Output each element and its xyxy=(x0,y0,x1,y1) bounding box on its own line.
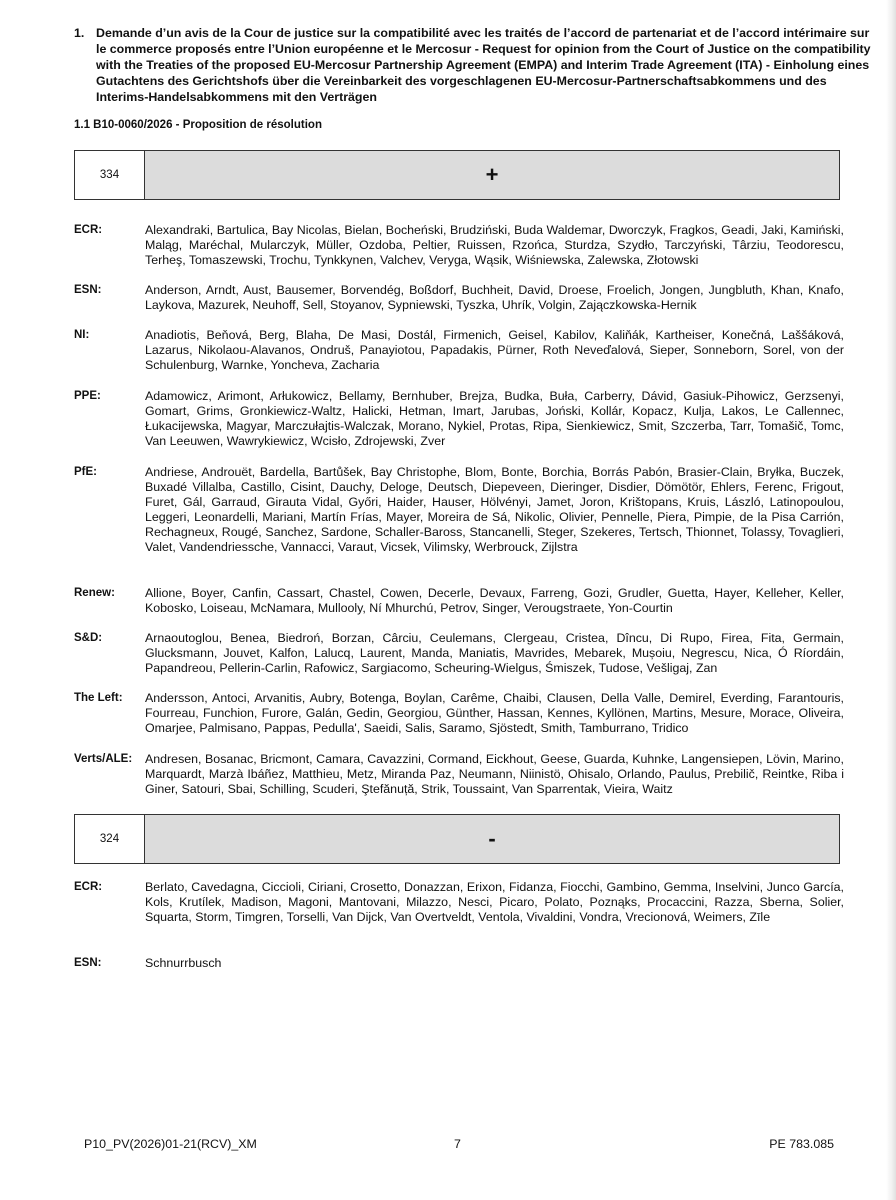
group-row-ni xyxy=(74,328,844,373)
group-name: The Left: xyxy=(74,692,123,704)
group-members: Andresen, Bosanac, Bricmont, Camara, Cavazzini, Cormand, Eickhout, Geese, Guarda, Kuhnke, Langensiepen, Lövin, Marino, Marquardt, Marzà Ibáñez, Matthieu, Metz, Miranda Paz, Neumann, Niinistö, Ohisalo, Orlando, Paulus, Prebilič, Reintke, Riba i Giner, Satouri, Sbai, Schilling, Scuderi, Ştefănuță, Strik, Toussaint, Van Sparrentak, Vieira, Waitz xyxy=(145,752,844,796)
group-row-verts-ale xyxy=(74,752,844,797)
group-row-ecr xyxy=(74,880,844,925)
group-members: Anadiotis, Beňová, Berg, Blaha, De Masi, Dostál, Firmenich, Geisel, Kabilov, Kaliňák, Kartheiser, Konečná, Laššáková, Lazarus, Nikolaou-Alavanos, Ondruš, Panayiotou, Papadakis, Pürner, Roth Neveďalová, Sieper, Sonneborn, Sorel, von der Schulenburg, Warnke, Yoncheva, Zacharia xyxy=(145,328,844,372)
group-name: Renew: xyxy=(74,587,115,599)
group-name: ECR: xyxy=(74,881,103,893)
group-row-ecr xyxy=(74,223,844,268)
group-name: ESN: xyxy=(74,284,102,296)
group-name: ESN: xyxy=(74,957,102,969)
vote-count: 334 xyxy=(75,151,145,199)
group-row-ppe xyxy=(74,389,844,449)
group-name: PPE: xyxy=(74,390,101,402)
group-row-renew xyxy=(74,586,844,616)
group-name: Verts/ALE: xyxy=(74,753,133,765)
group-name: PfE: xyxy=(74,466,97,478)
item-heading xyxy=(74,25,874,105)
item-number: 1. xyxy=(74,26,85,40)
group-row-pfe xyxy=(74,465,844,555)
group-row-sd xyxy=(74,631,844,676)
group-name: ECR: xyxy=(74,224,103,236)
page-footer xyxy=(84,1137,834,1151)
item-title: Demande d’un avis de la Cour de justice sur la compatibilité avec les traités de l’accord de partenariat et de l’accord intérimaire sur le commerce proposés entre l’Union européenne et le Mercosur - Request for opinion from the Court of Justice on the compatibility with the Treaties of the proposed EU-Mercosur Partnership Agreement (EMPA) and Interim Trade Agreement (ITA) - Einholung eines Gutachtens des Gerichtshofs über die Vereinbarkeit des vorgeschlagenen EU-Mercosur-Partnerschaftsabkommens und des Interims-Handelsabkommens mit den Verträgen xyxy=(96,26,871,104)
group-members: Arnaoutoglou, Benea, Biedroń, Borzan, Cârciu, Ceulemans, Clergeau, Cristea, Dîncu, Di Rupo, Firea, Fita, Germain, Glucksmann, Jouvet, Kalfon, Lalucq, Laurent, Manda, Maniatis, Mavrides, Mebarek, Mușoiu, Negrescu, Nica, Ó Ríordáin, Papandreou, Pellerin-Carlin, Rafowicz, Sargiacomo, Scheuring-Wielgus, Śmiszek, Tudose, Vešligaj, Zan xyxy=(145,631,844,675)
vote-sign: + xyxy=(145,151,839,199)
vote-sign: - xyxy=(145,815,839,863)
group-row-esn xyxy=(74,283,844,313)
group-members: Adamowicz, Arimont, Arłukowicz, Bellamy, Bernhuber, Brejza, Budka, Buła, Carberry, Dávid, Gasiuk-Pihowicz, Gerzsenyi, Gomart, Grims, Gronkiewicz-Waltz, Halicki, Hetman, Imart, Jarubas, Joński, Kollár, Kopacz, Kulja, Lakos, Le Callennec, Łukacijewska, Magyar, Marczułajtis-Walczak, Morano, Nykiel, Protas, Ripa, Sienkiewicz, Smit, Szczerba, Tarr, Tomašič, Tomc, Van Leeuwen, Wawrykiewicz, Wcisło, Zdrojewski, Zver xyxy=(145,389,844,448)
group-members: Schnurrbusch xyxy=(145,956,222,970)
group-members: Andriese, Androuët, Bardella, Bartůšek, Bay Christophe, Blom, Bonte, Borchia, Borrás Pabón, Brasier-Clain, Bryłka, Buczek, Buxadé Villalba, Castillo, Cisint, Dauchy, Deloge, Deutsch, Diepeveen, Dieringer, Disdier, Dömötör, Ehlers, Ferenc, Frigout, Furet, Gál, Garraud, Girauta Vidal, Győri, Haider, Hauser, Hölvényi, Jamet, Joron, Krištopans, Kruis, László, Latinopoulou, Leggeri, Leonardelli, Mariani, Martín Frías, Mayer, Moreira de Sá, Nikolic, Olivier, Pennelle, Piera, Pimpie, de la Pisa Carrión, Rechagneux, Rougé, Sanchez, Sardone, Schaller-Baross, Stancanelli, Steger, Szekeres, Tertsch, Thionnet, Tolassy, Tovaglieri, Valet, Vandendriessche, Vannacci, Varaut, Vicsek, Vilimsky, Werbrouck, Zijlstra xyxy=(145,465,844,554)
group-row-the-left xyxy=(74,691,844,736)
group-members: Alexandraki, Bartulica, Bay Nicolas, Bielan, Bocheński, Brudziński, Buda Waldemar, Dworczyk, Fragkos, Geadi, Jaki, Kamiński, Maląg, Maréchal, Mularczyk, Müller, Ozdoba, Peltier, Ruissen, Rzońca, Sturdza, Szydło, Tarczyński, Târziu, Teodorescu, Terheş, Tomaszewski, Trochu, Tynkkynen, Valchev, Veryga, Wąsik, Wiśniewska, Zalewska, Złotowski xyxy=(145,223,844,267)
vote-result-for xyxy=(74,150,840,200)
group-members: Berlato, Cavedagna, Ciccioli, Ciriani, Crosetto, Donazzan, Erixon, Fidanza, Fiocchi, Gambino, Gemma, Inselvini, Junco García, Kols, Krutílek, Madison, Magoni, Mantovani, Milazzo, Nesci, Picaro, Polato, Poznąks, Procaccini, Razza, Sberna, Solier, Squarta, Storm, Timgren, Torselli, Van Dijck, Van Overtveldt, Ventola, Vivaldini, Vondra, Vrecionová, Weimers, Zīle xyxy=(145,880,844,924)
pe-number: PE 783.085 xyxy=(769,1137,834,1151)
document-reference: P10_PV(2026)01-21(RCV)_XM xyxy=(84,1137,257,1151)
group-name: S&D: xyxy=(74,632,103,644)
group-name: NI: xyxy=(74,329,90,341)
group-members: Andersson, Antoci, Arvanitis, Aubry, Botenga, Boylan, Carême, Chaibi, Clausen, Della Valle, Demirel, Everding, Farantouris, Fourreau, Funchion, Furore, Galán, Gedin, Georgiou, Günther, Hassan, Kennes, Kyllönen, Martins, Mesure, Morace, Oliveira, Omarjee, Palmisano, Pappas, Pedulla', Saeidi, Salis, Saramo, Sjöstedt, Smith, Tamburrano, Tridico xyxy=(145,691,844,735)
vote-subheading: 1.1 B10-0060/2026 - Proposition de résolution xyxy=(74,119,322,131)
page-number: 7 xyxy=(454,1137,461,1151)
page-edge-shadow xyxy=(886,0,896,1200)
vote-result-against xyxy=(74,814,840,864)
vote-count: 324 xyxy=(75,815,145,863)
group-members: Allione, Boyer, Canfin, Cassart, Chastel, Cowen, Decerle, Devaux, Farreng, Gozi, Grudler, Guetta, Hayer, Kelleher, Keller, Kobosko, Loiseau, McNamara, Mullooly, Ní Mhurchú, Petrov, Singer, Verougstraete, Yon-Courtin xyxy=(145,586,844,615)
group-row-esn xyxy=(74,956,844,971)
group-members: Anderson, Arndt, Aust, Bausemer, Borvendég, Boßdorf, Buchheit, David, Droese, Froelich, Jongen, Jungbluth, Khan, Knafo, Laykova, Mazurek, Neuhoff, Sell, Stoyanov, Sypniewski, Tyszka, Uhrík, Volgin, Zajączkowska-Hernik xyxy=(145,283,844,312)
